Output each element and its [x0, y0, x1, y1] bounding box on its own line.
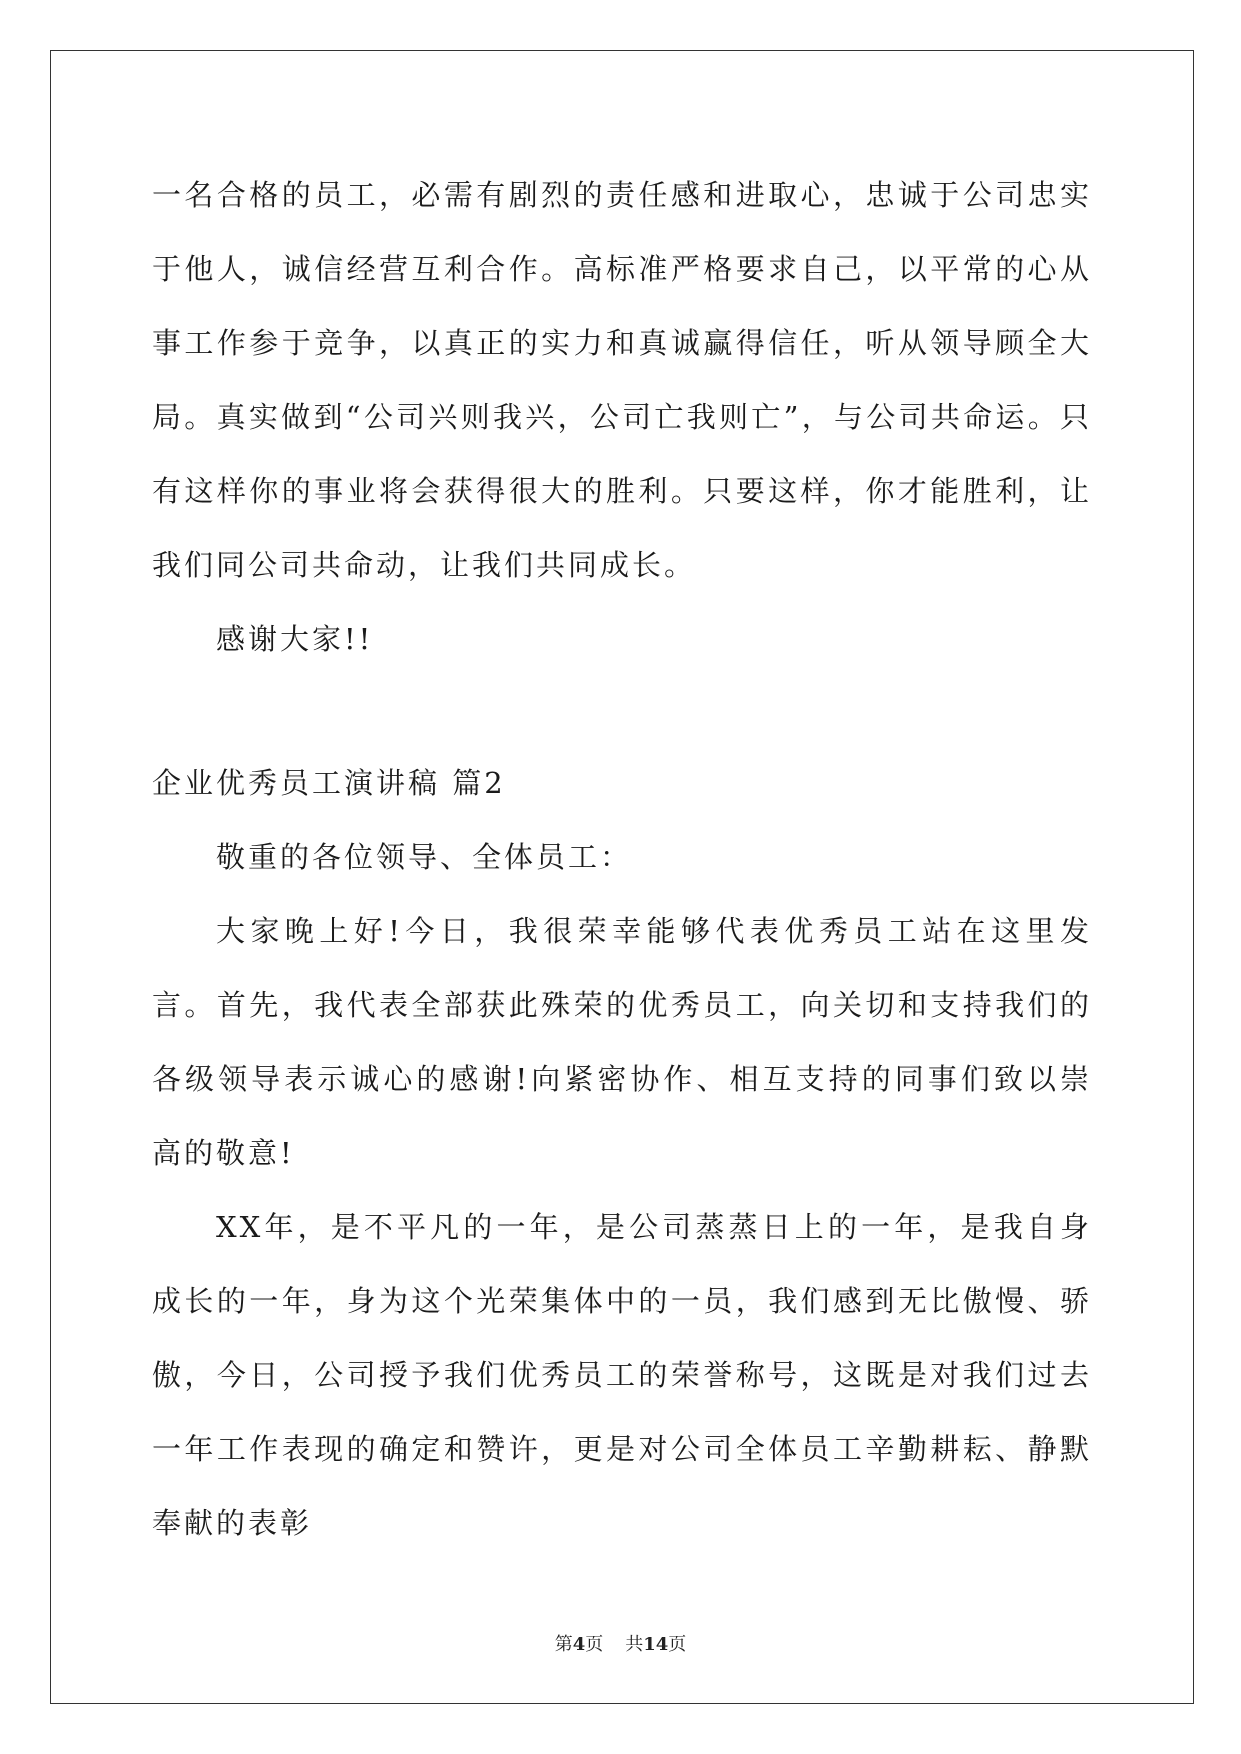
- page-footer: [0, 1633, 1241, 1657]
- section-heading: 企业优秀员工演讲稿 篇2: [152, 766, 506, 800]
- paragraph-year-review: XX年，是不平凡的一年，是公司蒸蒸日上的一年，是我自身成长的一年，身为这个光荣集体中的一员，我们感到无比傲慢、骄傲，今日，公司授予我们优秀员工的荣誉称号，这既是对我们过去一年工作表现的确定和赞许，更是对公司全体员工辛勤耕耘、静默奉献的表彰: [152, 1210, 1092, 1540]
- paragraph-responsibility: 一名合格的员工，必需有剧烈的责任感和进取心，忠诚于公司忠实于他人，诚信经营互利合作。高标准严格要求自己，以平常的心从事工作参于竞争，以真正的实力和真诚赢得信任，听从领导顾全大局。真实做到“公司兴则我兴，公司亡我则亡”，与公司共命运。只有这样你的事业将会获得很大的胜利。只要这样，你才能胜利，让我们同公司共命动，让我们共同成长。: [152, 178, 1092, 582]
- total-prefix: 共: [625, 1634, 644, 1655]
- document-body: [152, 158, 1092, 1560]
- total-suffix: 页: [668, 1634, 687, 1655]
- total-pages: 14: [643, 1634, 669, 1655]
- page-number: 4: [572, 1634, 586, 1655]
- page-suffix: 页: [585, 1634, 604, 1655]
- paragraph-thanks: 感谢大家!!: [216, 622, 374, 656]
- salutation: 敬重的各位领导、全体员工：: [216, 840, 633, 874]
- paragraph-greeting: 大家晚上好!今日，我很荣幸能够代表优秀员工站在这里发言。首先，我代表全部获此殊荣的优秀员工，向关切和支持我们的各级领导表示诚心的感谢!向紧密协作、相互支持的同事们致以崇高的敬意!: [152, 914, 1092, 1170]
- section-gap: [152, 676, 1092, 746]
- page-prefix: 第: [554, 1634, 573, 1655]
